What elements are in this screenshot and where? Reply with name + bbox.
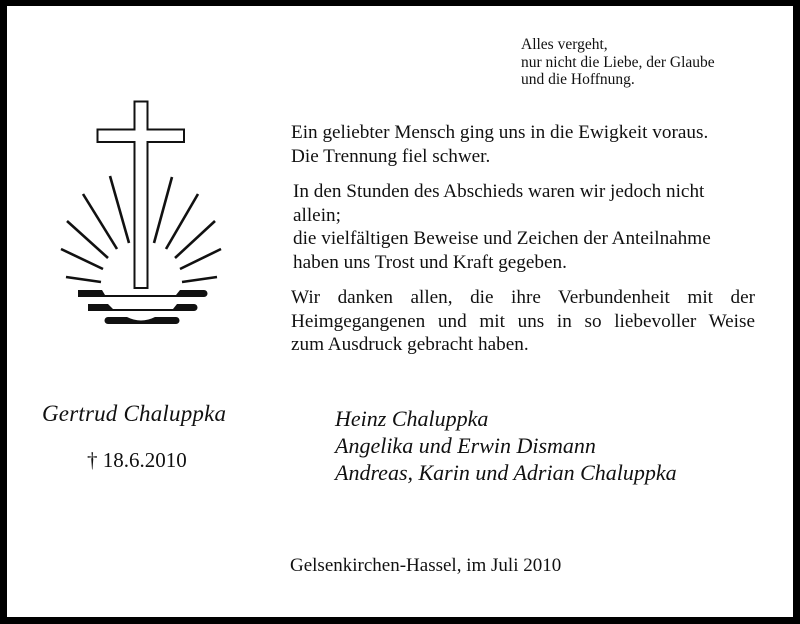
body-paragraph-2 bbox=[293, 180, 711, 274]
body-line: allein; bbox=[293, 204, 341, 226]
body-line: Ein geliebter Mensch ging uns in die Ewigkeit voraus. bbox=[291, 122, 709, 143]
mourners-list bbox=[335, 405, 677, 486]
death-date: † 18.6.2010 bbox=[87, 448, 187, 472]
cross-with-rising-sun-and-water-icon bbox=[55, 95, 235, 330]
deceased-name: Gertrud Chaluppka bbox=[42, 401, 227, 426]
mourner-name: Angelika und Erwin Dismann bbox=[335, 433, 596, 458]
body-line: haben uns Trost und Kraft gegeben. bbox=[293, 251, 567, 273]
quote-line: und die Hoffnung. bbox=[521, 71, 635, 88]
body-line: die vielfältigen Beweise und Zeichen der Anteilnahme bbox=[293, 228, 711, 249]
mourner-name: Heinz Chaluppka bbox=[335, 406, 489, 431]
body-line: Die Trennung fiel schwer. bbox=[291, 145, 491, 167]
place-and-date: Gelsenkirchen-Hassel, im Juli 2010 bbox=[290, 555, 562, 576]
body-line: In den Stunden des Abschieds waren wir jedoch nicht bbox=[293, 181, 705, 202]
quote-line: nur nicht die Liebe, der Glaube bbox=[521, 53, 715, 71]
body-line: zum Ausdruck gebracht haben. bbox=[291, 334, 529, 355]
epigraph-quote bbox=[521, 36, 715, 89]
quote-line: Alles vergeht, bbox=[521, 36, 608, 53]
mourner-name: Andreas, Karin und Adrian Chaluppka bbox=[335, 460, 677, 485]
body-paragraph-3 bbox=[291, 286, 755, 357]
body-paragraph-1 bbox=[291, 121, 708, 168]
body-line: Heimgegangenen und mit uns in so liebevoller Weise bbox=[291, 310, 755, 332]
body-line: Wir danken allen, die ihre Verbundenheit mit der bbox=[291, 287, 755, 308]
